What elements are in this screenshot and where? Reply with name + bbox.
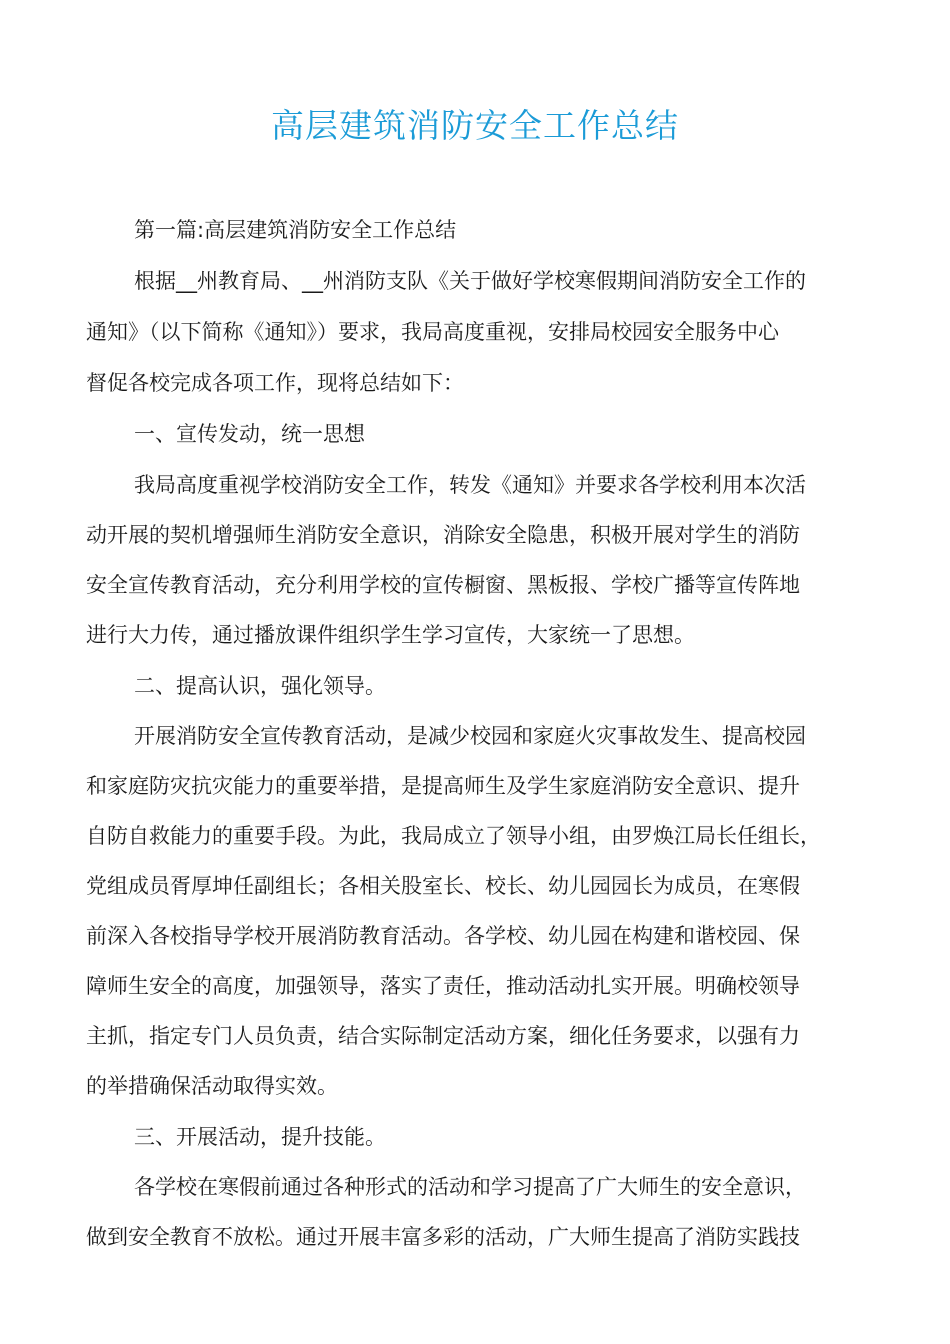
section-heading: 二、提高认识，强化领导。 <box>134 674 386 698</box>
paragraph-line: 各学校在寒假前通过各种形式的活动和学习提高了广大师生的安全意识， <box>134 1175 806 1199</box>
paragraph-line: 进行大力传，通过播放课件组织学生学习宣传，大家统一了思想。 <box>86 623 695 647</box>
paragraph-line: 督促各校完成各项工作，现将总结如下： <box>86 371 464 395</box>
document-title: 高层建筑消防安全工作总结 <box>271 106 679 145</box>
section-heading: 一、宣传发动，统一思想 <box>134 422 365 446</box>
paragraph-line: 安全宣传教育活动，充分利用学校的宣传橱窗、黑板报、学校广播等宣传阵地 <box>86 573 800 597</box>
paragraph-line: 根据__州教育局、__州消防支队《关于做好学校寒假期间消防安全工作的 <box>134 269 806 293</box>
paragraph-line: 的举措确保活动取得实效。 <box>86 1074 338 1098</box>
paragraph-line: 障师生安全的高度，加强领导，落实了责任，推动活动扎实开展。明确校领导 <box>86 974 800 998</box>
paragraph-line: 动开展的契机增强师生消防安全意识，消除安全隐患，积极开展对学生的消防 <box>86 523 800 547</box>
section-heading: 第一篇:高层建筑消防安全工作总结 <box>134 218 457 242</box>
paragraph-line: 做到安全教育不放松。通过开展丰富多彩的活动，广大师生提高了消防实践技 <box>86 1225 800 1249</box>
paragraph-line: 党组成员胥厚坤任副组长；各相关股室长、校长、幼儿园园长为成员，在寒假 <box>86 874 800 898</box>
paragraph-line: 开展消防安全宣传教育活动，是减少校园和家庭火灾事故发生、提高校园 <box>134 724 806 748</box>
paragraph-line: 自防自救能力的重要手段。为此，我局成立了领导小组，由罗焕江局长任组长， <box>86 824 821 848</box>
paragraph-line: 和家庭防灾抗灾能力的重要举措，是提高师生及学生家庭消防安全意识、提升 <box>86 774 800 798</box>
section-heading: 三、开展活动，提升技能。 <box>134 1125 386 1149</box>
paragraph-line: 主抓，指定专门人员负责，结合实际制定活动方案，细化任务要求，以强有力 <box>86 1024 800 1048</box>
paragraph-line: 通知》（以下简称《通知》）要求，我局高度重视，安排局校园安全服务中心 <box>86 320 779 344</box>
paragraph-line: 前深入各校指导学校开展消防教育活动。各学校、幼儿园在构建和谐校园、保 <box>86 924 800 948</box>
paragraph-line: 我局高度重视学校消防安全工作，转发《通知》并要求各学校利用本次活 <box>134 473 806 497</box>
